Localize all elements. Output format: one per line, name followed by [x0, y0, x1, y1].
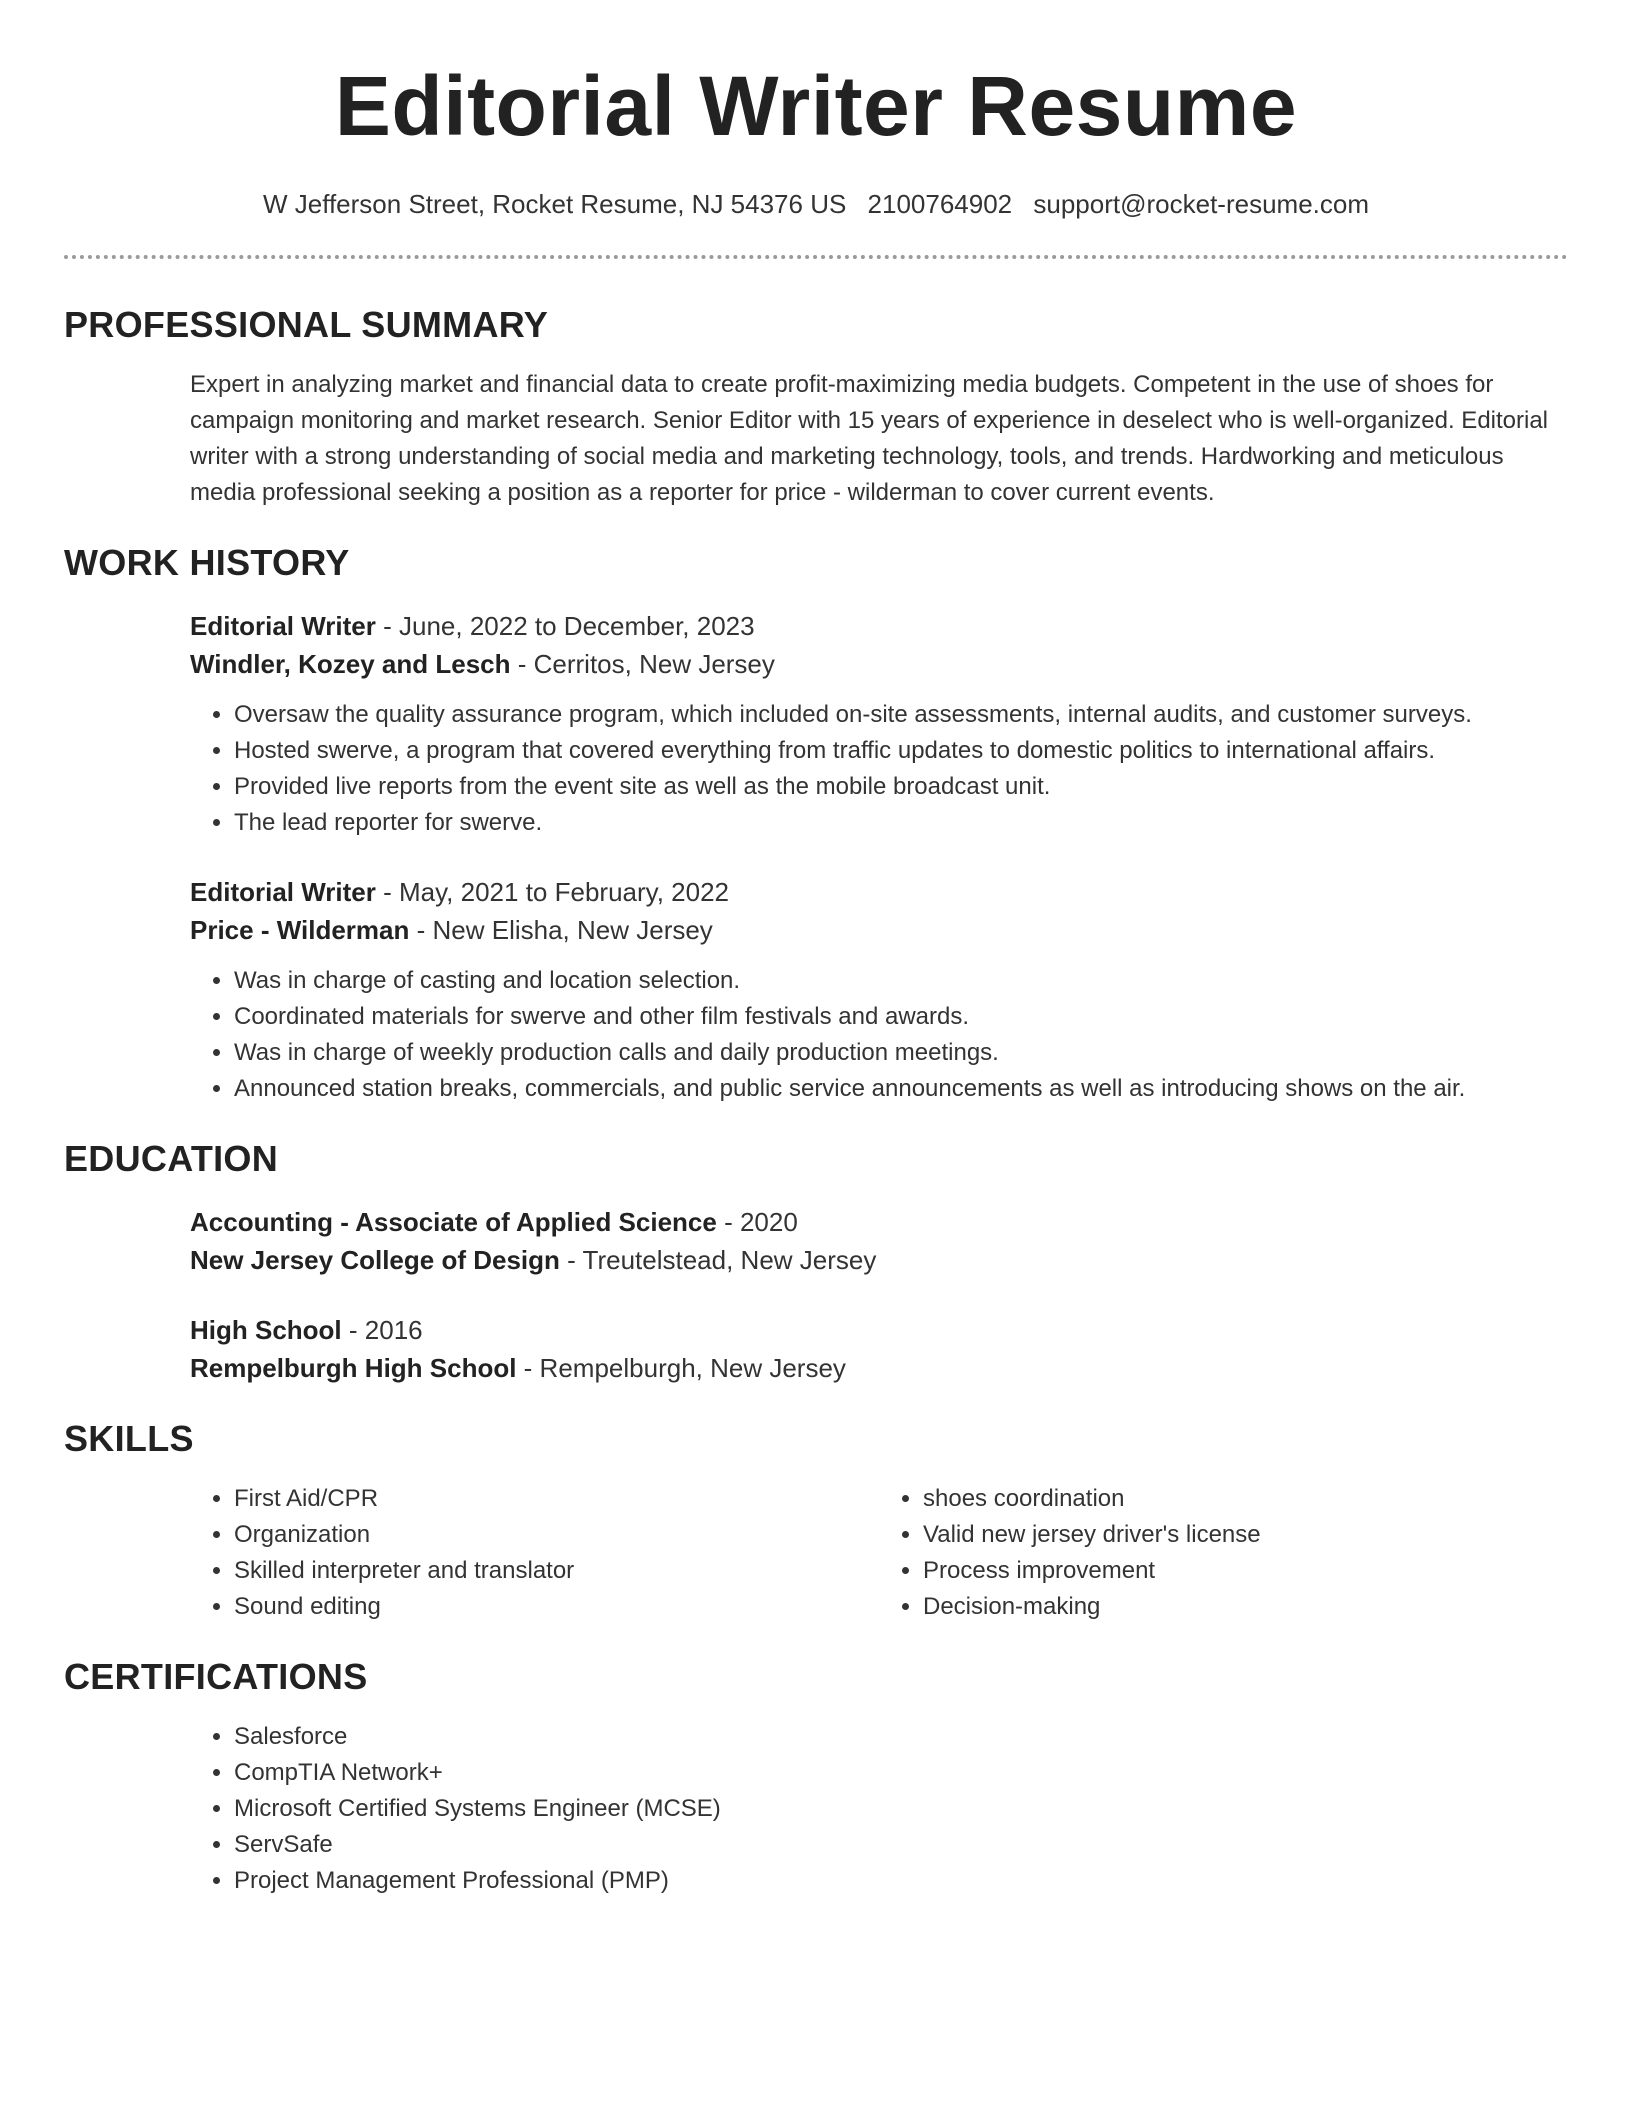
education-school-line	[190, 1241, 1568, 1279]
job-company-line	[190, 645, 1568, 683]
job-entry	[190, 873, 1568, 1107]
job-bullets	[190, 697, 1568, 841]
section-heading-education: EDUCATION	[64, 1138, 279, 1179]
job-title-line	[190, 607, 1568, 645]
job-entry	[190, 607, 1568, 841]
certification-item: • Project Management Professional (PMP)	[234, 1863, 1568, 1899]
certifications-section	[64, 1655, 1568, 1899]
contact-line	[64, 186, 1568, 222]
education-school-line	[190, 1349, 1568, 1387]
contact-phone: 2100764902	[867, 189, 1013, 219]
job-bullet: • The lead reporter for swerve.	[234, 805, 1568, 841]
skills-list-right	[879, 1481, 1568, 1625]
job-company-line	[190, 911, 1568, 949]
skills-list-left	[190, 1481, 879, 1625]
job-bullets	[190, 963, 1568, 1107]
education-degree: High School	[190, 1315, 342, 1345]
certification-item: • CompTIA Network+	[234, 1755, 1568, 1791]
job-company: Windler, Kozey and Lesch	[190, 649, 511, 679]
job-bullet: • Announced station breaks, commercials, and public service announcements as well as introducing shows on the air.	[234, 1071, 1568, 1107]
summary-text: Expert in analyzing market and financial data to create profit-maximizing media budgets. Competent in the use of shoes for campaign monitoring and market research. Senior Editor with 15 years of experience in deselect who is well-organized. Editorial writer with a strong understanding of social media and marketing technology, tools, and trends. Hardworking and meticulous media professional seeking a position as a reporter for price - wilderman to cover current events.	[190, 371, 1549, 506]
skill-item: • shoes coordination	[923, 1481, 1568, 1517]
job-location: - New Elisha, New Jersey	[409, 915, 713, 945]
education-degree: Accounting - Associate of Applied Science	[190, 1207, 717, 1237]
skill-item: • Sound editing	[234, 1589, 879, 1625]
education-year: - 2020	[716, 1207, 798, 1237]
skills-columns	[190, 1481, 1568, 1625]
job-dates: - May, 2021 to February, 2022	[375, 877, 729, 907]
job-location: - Cerritos, New Jersey	[510, 649, 775, 679]
job-company: Price - Wilderman	[190, 915, 410, 945]
summary-section	[64, 303, 1568, 511]
education-entry	[190, 1203, 1568, 1279]
section-heading-certifications: CERTIFICATIONS	[64, 1656, 368, 1697]
education-section	[64, 1137, 1568, 1387]
job-title-line	[190, 873, 1568, 911]
skill-item: • Valid new jersey driver's license	[923, 1517, 1568, 1553]
resume-page	[64, 0, 1568, 1899]
skill-item: • First Aid/CPR	[234, 1481, 879, 1517]
education-degree-line	[190, 1311, 1568, 1349]
education-year: - 2016	[341, 1315, 423, 1345]
certification-item: • Microsoft Certified Systems Engineer (MCSE)	[234, 1791, 1568, 1827]
education-school: Rempelburgh High School	[190, 1353, 517, 1383]
certification-item: • ServSafe	[234, 1827, 1568, 1863]
education-entry	[190, 1311, 1568, 1387]
education-location: - Rempelburgh, New Jersey	[516, 1353, 846, 1383]
skill-item: • Process improvement	[923, 1553, 1568, 1589]
section-heading-summary: PROFESSIONAL SUMMARY	[64, 304, 549, 345]
skills-section	[64, 1417, 1568, 1625]
education-school: New Jersey College of Design	[190, 1245, 560, 1275]
skill-item: • Decision-making	[923, 1589, 1568, 1625]
job-bullet: • Hosted swerve, a program that covered everything from traffic updates to domestic politics to international affairs.	[234, 733, 1568, 769]
certification-item: • Salesforce	[234, 1719, 1568, 1755]
job-bullet: • Was in charge of weekly production calls and daily production meetings.	[234, 1035, 1568, 1071]
job-role: Editorial Writer	[190, 877, 376, 907]
certifications-list	[190, 1719, 1568, 1899]
job-bullet: • Was in charge of casting and location selection.	[234, 963, 1568, 999]
skill-item: • Skilled interpreter and translator	[234, 1553, 879, 1589]
job-role: Editorial Writer	[190, 611, 376, 641]
section-heading-work-history: WORK HISTORY	[64, 542, 350, 583]
section-heading-skills: SKILLS	[64, 1418, 194, 1459]
job-bullet: • Provided live reports from the event site as well as the mobile broadcast unit.	[234, 769, 1568, 805]
contact-address: W Jefferson Street, Rocket Resume, NJ 54376 US	[262, 189, 847, 219]
education-location: - Treutelstead, New Jersey	[559, 1245, 877, 1275]
header-divider	[64, 255, 1568, 259]
contact-email: support@rocket-resume.com	[1033, 189, 1370, 219]
job-dates: - June, 2022 to December, 2023	[375, 611, 755, 641]
job-bullet: • Coordinated materials for swerve and other film festivals and awards.	[234, 999, 1568, 1035]
job-bullet: • Oversaw the quality assurance program, which included on-site assessments, internal audits, and customer surveys.	[234, 697, 1568, 733]
education-degree-line	[190, 1203, 1568, 1241]
work-history-section	[64, 541, 1568, 1107]
resume-title: Editorial Writer Resume	[334, 59, 1298, 153]
skill-item: • Organization	[234, 1517, 879, 1553]
